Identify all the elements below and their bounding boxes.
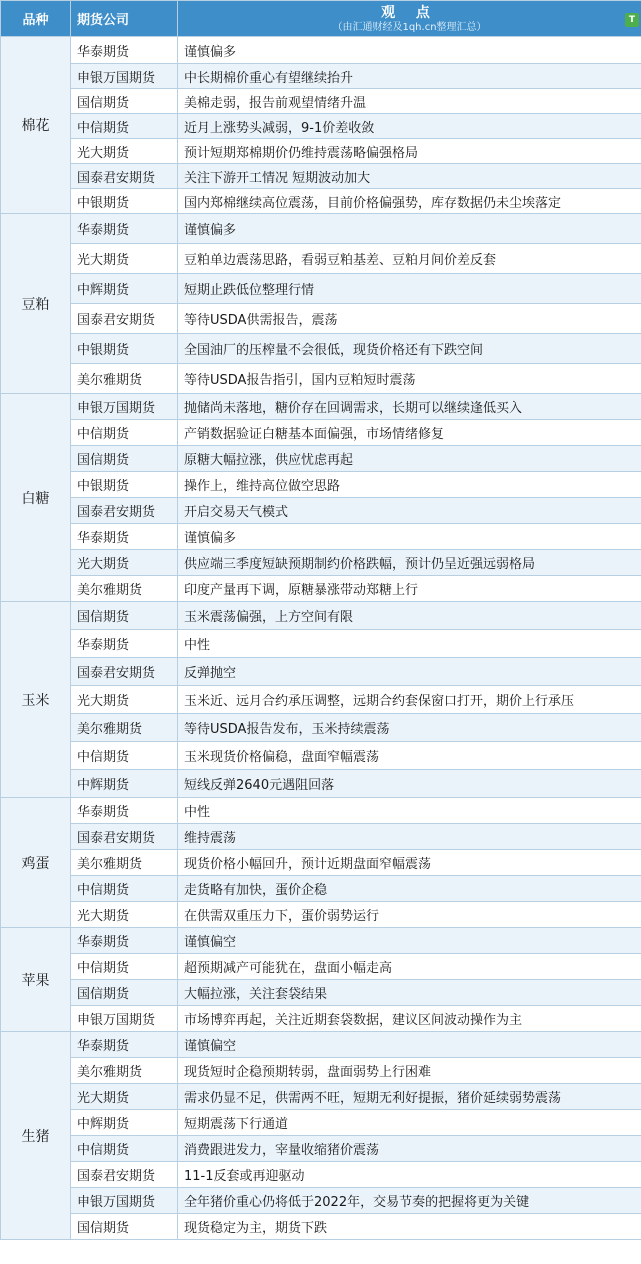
company-cell: 华泰期货 [71,37,178,64]
table-row [1,550,641,576]
view-cell: 开启交易天气模式 [178,498,641,524]
table-row [1,630,641,658]
company-cell: 中银期货 [71,334,178,364]
category-cell: 棉花 [1,37,71,214]
table-row [1,274,641,304]
category-cell: 生猪 [1,1032,71,1240]
table-header-row [1,1,641,37]
view-cell: 供应端三季度短缺预期制约价格跌幅，预计仍呈近强远弱格局 [178,550,641,576]
company-cell: 国信期货 [71,980,178,1006]
header-company: 期货公司 [71,1,178,37]
category-cell: 玉米 [1,602,71,798]
company-cell: 美尔雅期货 [71,576,178,602]
view-cell: 谨慎偏多 [178,37,641,64]
table-row [1,1188,641,1214]
company-cell: 华泰期货 [71,630,178,658]
table-row [1,37,641,64]
company-cell: 华泰期货 [71,1032,178,1058]
table-row [1,1058,641,1084]
company-cell: 国泰君安期货 [71,164,178,189]
view-cell: 现货价格小幅回升，预计近期盘面窄幅震荡 [178,850,641,876]
company-cell: 美尔雅期货 [71,714,178,742]
view-cell: 现货短时企稳预期转弱，盘面弱势上行困难 [178,1058,641,1084]
table-row [1,334,641,364]
company-cell: 光大期货 [71,244,178,274]
category-cell: 鸡蛋 [1,798,71,928]
company-cell: 中信期货 [71,742,178,770]
table-row [1,114,641,139]
table-row [1,472,641,498]
view-cell: 中性 [178,798,641,824]
company-cell: 华泰期货 [71,928,178,954]
table-row [1,244,641,274]
view-cell: 反弹抛空 [178,658,641,686]
table-row [1,980,641,1006]
view-cell: 豆粕单边震荡思路，看弱豆粕基差、豆粕月间价差反套 [178,244,641,274]
company-cell: 美尔雅期货 [71,1058,178,1084]
view-cell: 近月上涨势头减弱，9-1价差收敛 [178,114,641,139]
table-row [1,189,641,214]
company-cell: 申银万国期货 [71,1006,178,1032]
view-cell: 在供需双重压力下，蛋价弱势运行 [178,902,641,928]
company-cell: 美尔雅期货 [71,850,178,876]
company-cell: 申银万国期货 [71,394,178,420]
company-cell: 国信期货 [71,1214,178,1240]
view-cell: 等待USDA报告发布，玉米持续震荡 [178,714,641,742]
company-cell: 中信期货 [71,954,178,980]
company-cell: 申银万国期货 [71,1188,178,1214]
table-row [1,928,641,954]
company-cell: 中信期货 [71,420,178,446]
table-row [1,602,641,630]
view-cell: 中长期棉价重心有望继续抬升 [178,64,641,89]
view-cell: 印度产量再下调，原糖暴涨带动郑糖上行 [178,576,641,602]
company-cell: 中辉期货 [71,1110,178,1136]
table-row [1,902,641,928]
category-cell: 苹果 [1,928,71,1032]
view-cell: 预计短期郑棉期价仍维持震荡略偏强格局 [178,139,641,164]
company-cell: 中辉期货 [71,770,178,798]
company-cell: 光大期货 [71,139,178,164]
view-cell: 等待USDA报告指引，国内豆粕短时震荡 [178,364,641,394]
table-row [1,524,641,550]
view-cell: 玉米现货价格偏稳，盘面窄幅震荡 [178,742,641,770]
view-cell: 谨慎偏多 [178,524,641,550]
company-cell: 国泰君安期货 [71,498,178,524]
table-row [1,686,641,714]
table-row [1,742,641,770]
table-row [1,446,641,472]
view-cell: 大幅拉涨，关注套袋结果 [178,980,641,1006]
view-cell: 关注下游开工情况 短期波动加大 [178,164,641,189]
company-cell: 中信期货 [71,1136,178,1162]
table-row [1,498,641,524]
view-cell: 玉米震荡偏强，上方空间有限 [178,602,641,630]
view-cell: 谨慎偏空 [178,928,641,954]
table-row [1,139,641,164]
view-cell: 美棉走弱，报告前观望情绪升温 [178,89,641,114]
table-row [1,658,641,686]
view-cell: 谨慎偏多 [178,214,641,244]
view-cell: 消费跟进发力，宰量收缩猪价震荡 [178,1136,641,1162]
header-view-title: 观 点 [381,5,438,21]
table-row [1,64,641,89]
company-cell: 光大期货 [71,1084,178,1110]
table-row [1,1110,641,1136]
view-cell: 超预期减产可能犹在，盘面小幅走高 [178,954,641,980]
table-row [1,164,641,189]
view-cell: 市场博弈再起，关注近期套袋数据，建议区间波动操作为主 [178,1006,641,1032]
company-cell: 华泰期货 [71,214,178,244]
view-cell: 短线反弹2640元遇阻回落 [178,770,641,798]
table-row [1,954,641,980]
view-cell: 抛储尚未落地，糖价存在回调需求，长期可以继续逢低买入 [178,394,641,420]
table-row [1,824,641,850]
view-cell: 11-1反套或再迎驱动 [178,1162,641,1188]
company-cell: 光大期货 [71,686,178,714]
table-row [1,576,641,602]
company-cell: 光大期货 [71,902,178,928]
table-row [1,420,641,446]
table-row [1,394,641,420]
view-cell: 走货略有加快，蛋价企稳 [178,876,641,902]
header-category: 品种 [1,1,71,37]
company-cell: 中信期货 [71,114,178,139]
table-row [1,1162,641,1188]
view-cell: 原糖大幅拉涨，供应忧虑再起 [178,446,641,472]
company-cell: 中辉期货 [71,274,178,304]
company-cell: 国泰君安期货 [71,824,178,850]
view-cell: 维持震荡 [178,824,641,850]
view-cell: 全国油厂的压榨量不会很低，现货价格还有下跌空间 [178,334,641,364]
table-row [1,1084,641,1110]
header-view [178,1,641,37]
company-cell: 申银万国期货 [71,64,178,89]
company-cell: 国泰君安期货 [71,658,178,686]
view-cell: 中性 [178,630,641,658]
view-cell: 等待USDA供需报告，震荡 [178,304,641,334]
company-cell: 国信期货 [71,602,178,630]
view-cell: 短期止跌低位整理行情 [178,274,641,304]
table-row [1,770,641,798]
company-cell: 中信期货 [71,876,178,902]
company-cell: 美尔雅期货 [71,364,178,394]
table-row [1,1136,641,1162]
company-cell: 国信期货 [71,89,178,114]
company-cell: 中银期货 [71,472,178,498]
category-cell: 白糖 [1,394,71,602]
company-cell: 光大期货 [71,550,178,576]
view-cell: 全年猪价重心仍将低于2022年，交易节奏的把握将更为关键 [178,1188,641,1214]
table-row [1,1214,641,1240]
company-cell: 中银期货 [71,189,178,214]
table-row [1,714,641,742]
company-cell: 华泰期货 [71,524,178,550]
view-cell: 操作上，维持高位做空思路 [178,472,641,498]
table-row [1,1032,641,1058]
company-cell: 华泰期货 [71,798,178,824]
view-cell: 玉米近、远月合约承压调整，远期合约套保窗口打开，期价上行承压 [178,686,641,714]
view-cell: 国内郑棉继续高位震荡，目前价格偏强势，库存数据仍未尘埃落定 [178,189,641,214]
view-cell: 需求仍显不足，供需两不旺，短期无利好提振，猪价延续弱势震荡 [178,1084,641,1110]
table-row [1,876,641,902]
view-cell: 谨慎偏空 [178,1032,641,1058]
table-row [1,364,641,394]
view-cell: 短期震荡下行通道 [178,1110,641,1136]
company-cell: 国信期货 [71,446,178,472]
view-cell: 产销数据验证白糖基本面偏强，市场情绪修复 [178,420,641,446]
table-body [1,37,641,1240]
logo-icon: T [625,13,639,27]
company-cell: 国泰君安期货 [71,304,178,334]
table-row [1,798,641,824]
table-row [1,1006,641,1032]
table-row [1,850,641,876]
header-view-subtitle: （由汇通财经及1qh.cn整理汇总） [332,22,487,33]
table-row [1,89,641,114]
category-cell: 豆粕 [1,214,71,394]
table-row [1,214,641,244]
view-cell: 现货稳定为主，期货下跌 [178,1214,641,1240]
table-row [1,304,641,334]
company-cell: 国泰君安期货 [71,1162,178,1188]
